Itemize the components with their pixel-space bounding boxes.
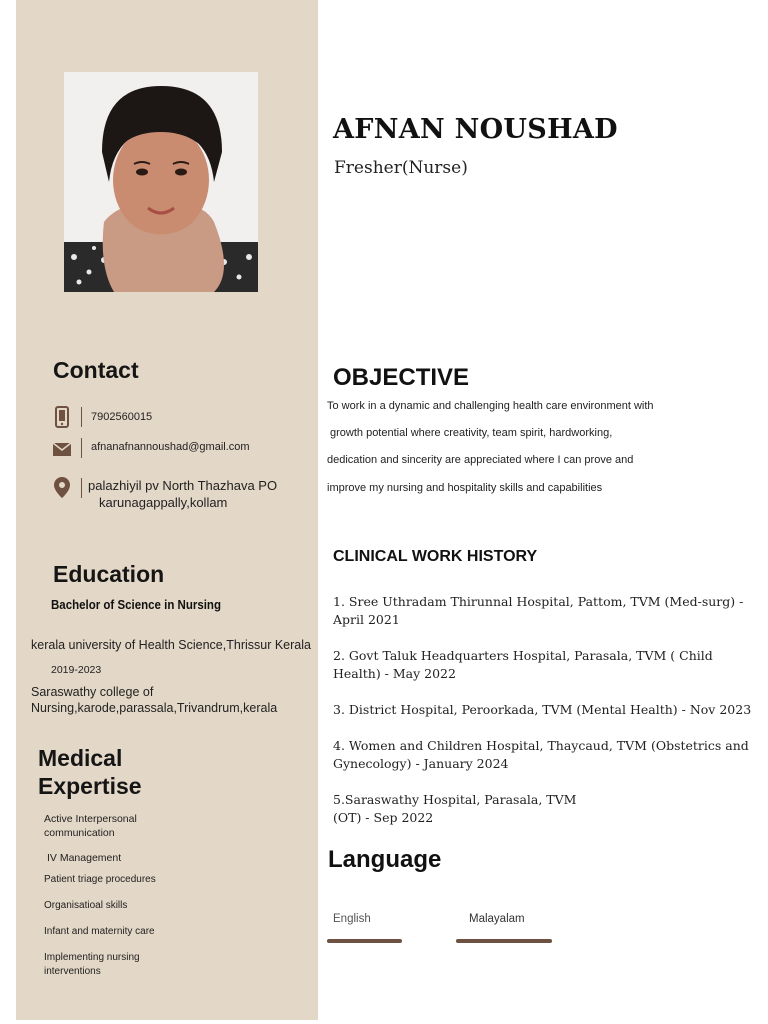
skill-item (44, 925, 155, 939)
clinical-heading: CLINICAL WORK HISTORY (333, 548, 538, 565)
clinical-entry-line: 2. Govt Taluk Headquarters Hospital, Parasala, TVM ( Child (333, 648, 713, 663)
clinical-entry-line: (OT) - Sep 2022 (333, 810, 434, 825)
skill-text: Implementing nursing (44, 952, 140, 963)
clinical-entry-line: 3. District Hospital, Peroorkada, TVM (Mental Health) - Nov 2023 (333, 702, 752, 717)
skill-item (44, 899, 127, 913)
skill-text: interventions (44, 966, 101, 977)
objective-line: To work in a dynamic and challenging health care environment with (327, 400, 654, 412)
skill-item (47, 851, 121, 865)
email-icon (53, 441, 71, 460)
expertise-heading-line-2: Expertise (38, 773, 142, 799)
skill-text: communication (44, 827, 115, 839)
skill-text: IV Management (47, 852, 122, 864)
profile-photo (64, 72, 258, 292)
clinical-entry (333, 647, 713, 683)
skill-text: Active Interpersonal (44, 813, 137, 825)
skill-item (44, 873, 156, 887)
candidate-role: Fresher(Nurse) (334, 158, 468, 178)
language-english-bar (327, 939, 402, 943)
address-line-1: palazhiyil pv North Thazhava PO (88, 478, 278, 493)
language-heading: Language (328, 846, 442, 873)
language-malayalam-bar (456, 939, 552, 943)
education-college-line-1: Saraswathy college of (31, 685, 154, 699)
clinical-entry (333, 791, 576, 827)
skill-text: Infant and maternity care (44, 926, 155, 937)
education-degree: Bachelor of Science in Nursing (51, 598, 221, 612)
education-college-line-2: Nursing,karode,parassala,Trivandrum,kerala (31, 701, 278, 715)
clinical-entry (333, 737, 749, 773)
clinical-entry-line: Gynecology) - January 2024 (333, 756, 509, 771)
phone-number: 7902560015 (91, 411, 153, 423)
candidate-name: AFNAN NOUSHAD (333, 114, 618, 145)
objective-heading: OBJECTIVE (333, 364, 470, 391)
clinical-entry-line: 4. Women and Children Hospital, Thaycaud, TVM (Obstetrics and (333, 738, 749, 753)
phone-divider (81, 407, 82, 427)
location-pin-icon (54, 477, 70, 502)
email-address: afnanafnannoushad@gmail.com (91, 441, 250, 453)
clinical-entry (333, 701, 751, 719)
language-english-label: English (333, 913, 371, 925)
expertise-heading-line-1: Medical (38, 745, 123, 771)
education-heading: Education (53, 561, 165, 587)
phone-icon (55, 406, 69, 432)
objective-line: improve my nursing and hospitality skills and capabilities (327, 482, 603, 494)
clinical-entry-line: April 2021 (333, 612, 400, 627)
clinical-entry-line: 1. Sree Uthradam Thirunnal Hospital, Pattom, TVM (Med-surg) - (333, 594, 744, 609)
education-university: kerala university of Health Science,Thrissur Kerala (31, 638, 311, 652)
skill-text: Patient triage procedures (44, 874, 156, 885)
clinical-entry-line: 5.Saraswathy Hospital, Parasala, TVM (333, 792, 577, 807)
clinical-entry-line: Health) - May 2022 (333, 666, 456, 681)
contact-heading: Contact (53, 357, 139, 383)
skill-text: Organisatioal skills (44, 900, 128, 911)
education-years: 2019-2023 (51, 664, 102, 676)
language-malayalam-label: Malayalam (469, 913, 525, 925)
clinical-entry (333, 593, 743, 629)
address-divider (81, 478, 82, 498)
objective-line: growth potential where creativity, team spirit, hardworking, (330, 427, 613, 439)
skill-item (44, 951, 140, 979)
objective-line: dedication and sincerity are appreciated where I can prove and (327, 454, 634, 466)
skill-item (44, 812, 137, 840)
address-line-2: karunagappally,kollam (99, 495, 228, 510)
email-divider (81, 438, 82, 458)
expertise-heading (38, 744, 142, 800)
